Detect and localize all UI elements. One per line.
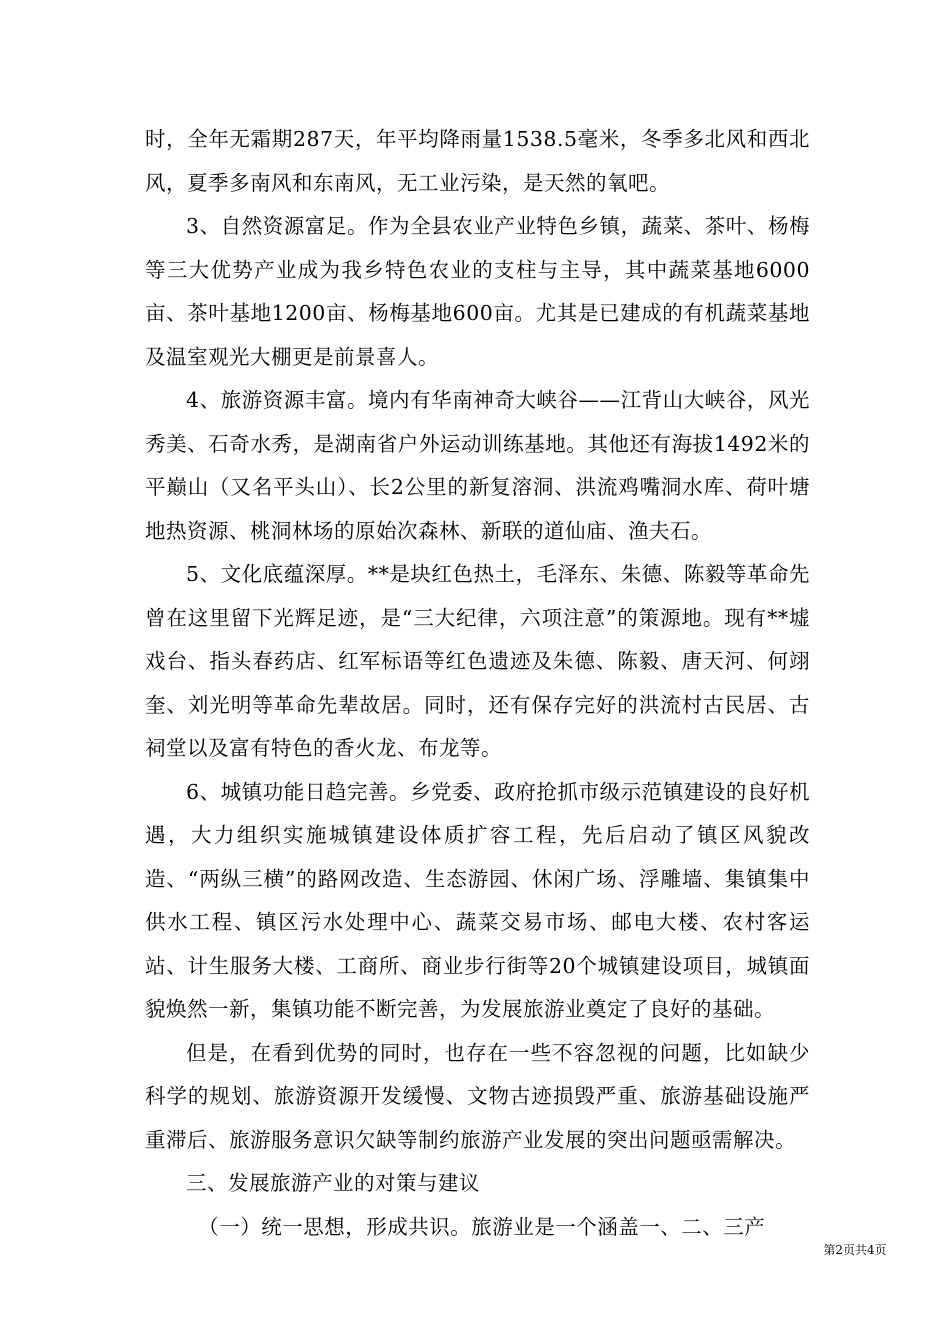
paragraph-tourism-resources: 4、旅游资源丰富。境内有华南神奇大峡谷——江背山大峡谷，风光秀美、石奇水秀，是湖南省户外运动训练基地。其他还有海拔1492米的平巅山（又名平头山）、长2公里的新复溶洞、洪流鸡嘴洞水库、荷叶塘地热资源、桃洞林场的原始次森林、新联的道仙庙、渔夫石。 xyxy=(145,388,810,543)
paragraph-town-functions: 6、城镇功能日趋完善。乡党委、政府抢抓市级示范镇建设的良好机遇，大力组织实施城镇建设体质扩容工程，先后启动了镇区风貌改造、“两纵三横”的路网改造、生态游园、休闲广场、浮雕墙、集镇集中供水工程、镇区污水处理中心、蔬菜交易市场、邮电大楼、农村客运站、计生服务大楼、工商所、商业步行街等20个城镇建设项目，城镇面貌焕然一新，集镇功能不断完善，为发展旅游业奠定了良好的基础。 xyxy=(145,779,810,1021)
page-number-footer: 第2页共4页 xyxy=(823,1243,887,1257)
paragraph-climate-continued: 时，全年无霜期287天，年平均降雨量1538.5毫米，冬季多北风和西北风，夏季多南风和东南风，无工业污染，是天然的氧吧。 xyxy=(145,127,810,195)
paragraph-culture: 5、文化底蕴深厚。**是块红色热土，毛泽东、朱德、陈毅等革命先曾在这里留下光辉足迹，是“三大纪律，六项注意”的策源地。现有**墟戏台、指头春药店、红军标语等红色遗迹及朱德、陈毅、唐天河、何翊奎、刘光明等革命先辈故居。同时，还有保存完好的洪流村古民居、古祠堂以及富有特色的香火龙、布龙等。 xyxy=(145,562,810,760)
document-body xyxy=(145,118,810,1249)
paragraph-natural-resources: 3、自然资源富足。作为全县农业产业特色乡镇，蔬菜、茶叶、杨梅等三大优势产业成为我乡特色农业的支柱与主导，其中蔬菜基地6000亩、茶叶基地1200亩、杨梅基地600亩。尤其是已建成的有机蔬菜基地及温室观光大棚更是前景喜人。 xyxy=(145,214,810,369)
paragraph-problems: 但是，在看到优势的同时，也存在一些不容忽视的问题，比如缺少科学的规划、旅游资源开发缓慢、文物古迹损毁严重、旅游基础设施严重滞后、旅游服务意识欠缺等制约旅游产业发展的突出问题亟需解决。 xyxy=(145,1040,810,1152)
paragraph-unify-thinking: （一）统一思想，形成共识。旅游业是一个涵盖一、二、三产 xyxy=(198,1214,766,1239)
section-heading-three: 三、发展旅游产业的对策与建议 xyxy=(186,1171,480,1195)
